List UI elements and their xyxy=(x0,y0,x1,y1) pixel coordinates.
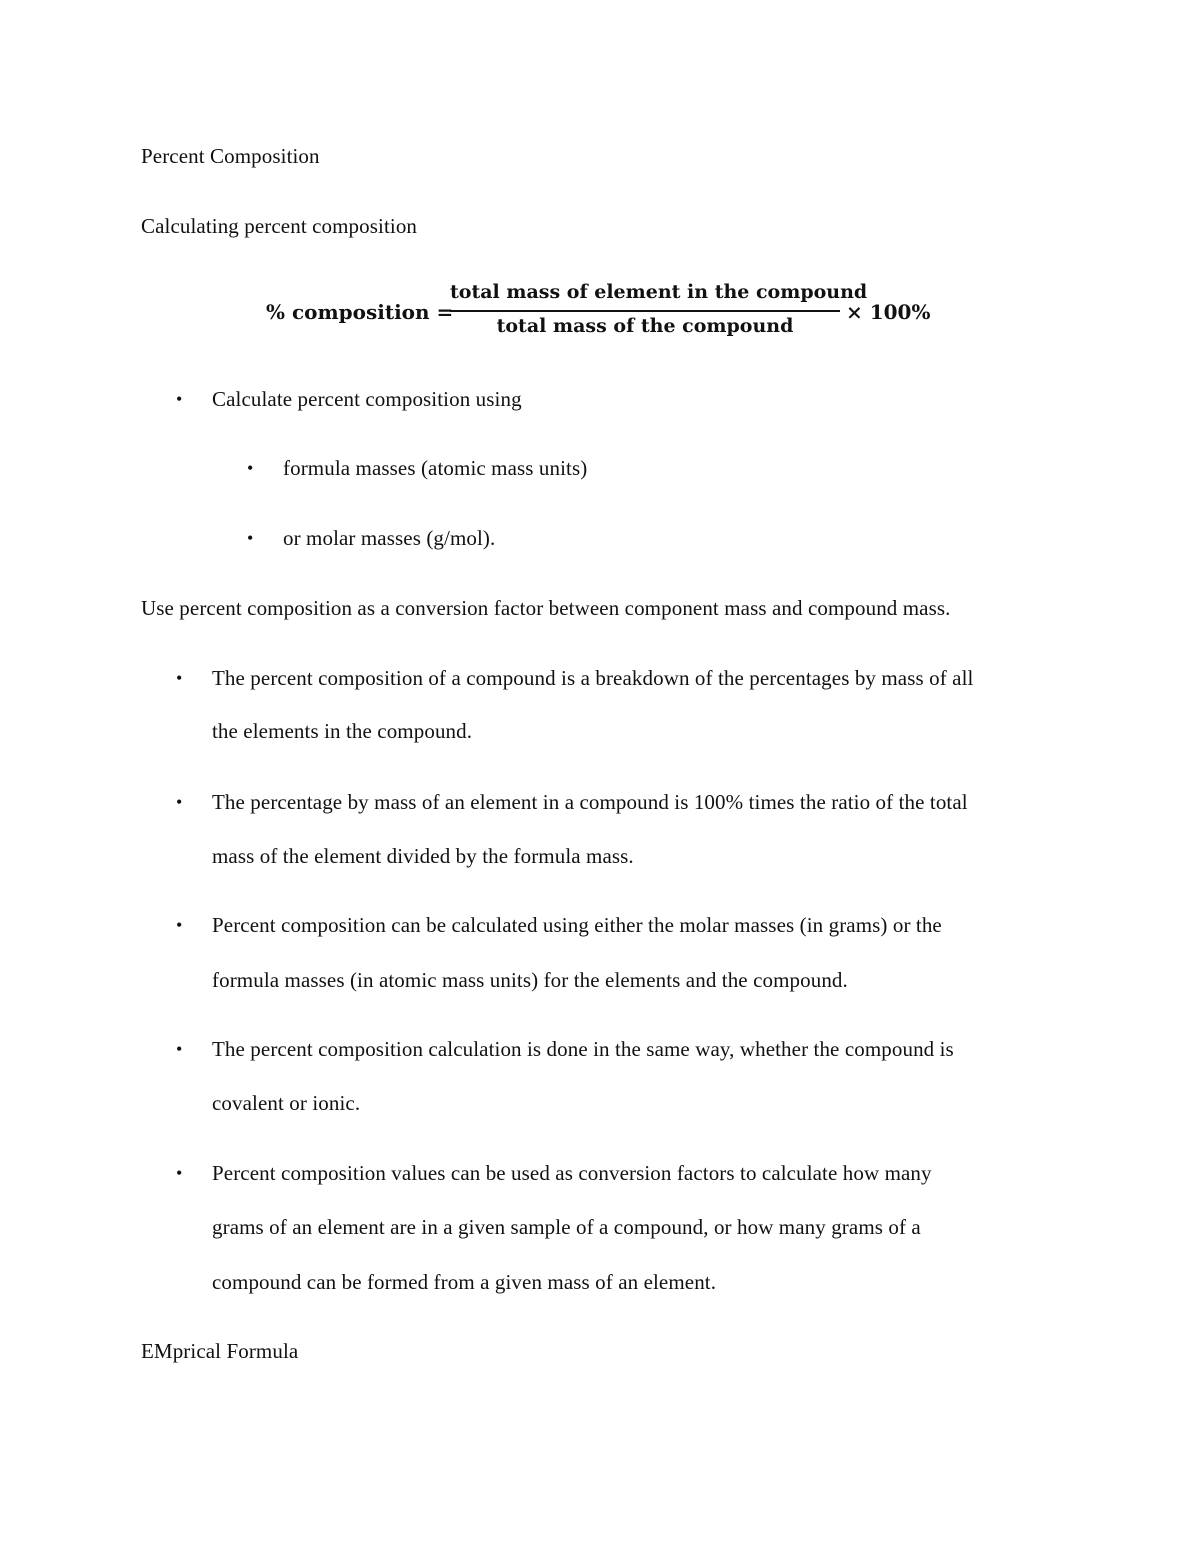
bullet-glyph: • xyxy=(176,668,183,688)
bullet-glyph: • xyxy=(247,458,254,478)
sub-list-item: or molar masses (g/mol). xyxy=(283,526,496,550)
list-item-line: The percent composition of a compound is a breakdown of the percentages by mass of all xyxy=(212,666,974,690)
bullet-glyph: • xyxy=(176,1039,183,1059)
percent-composition-formula xyxy=(266,278,946,348)
list-item-line: The percentage by mass of an element in a compound is 100% times the ratio of the total xyxy=(212,790,968,814)
list-item-line: formula masses (in atomic mass units) for the elements and the compound. xyxy=(212,968,848,992)
list-item-line: the elements in the compound. xyxy=(212,719,473,743)
section-subtitle: Calculating percent composition xyxy=(141,214,418,238)
formula-lhs: % composition = xyxy=(266,300,454,324)
section-heading: EMprical Formula xyxy=(141,1339,299,1363)
bullet-glyph: • xyxy=(176,1163,183,1183)
bullet-glyph: • xyxy=(176,792,183,812)
sub-list-item: formula masses (atomic mass units) xyxy=(283,456,588,480)
formula-fraction xyxy=(450,278,868,344)
formula-denominator: total mass of the compound xyxy=(496,315,794,337)
list-item-line: compound can be formed from a given mass of an element. xyxy=(212,1270,717,1294)
body-paragraph: Use percent composition as a conversion factor between component mass and compound mass. xyxy=(141,596,951,620)
document-title: Percent Composition xyxy=(141,144,320,168)
list-item-line: mass of the element divided by the formula mass. xyxy=(212,844,634,868)
bullet-glyph: • xyxy=(247,528,254,548)
list-item-line: The percent composition calculation is done in the same way, whether the compound is xyxy=(212,1037,954,1061)
list-item: Calculate percent composition using xyxy=(212,387,522,411)
bullet-glyph: • xyxy=(176,915,183,935)
list-item-line: covalent or ionic. xyxy=(212,1091,361,1115)
formula-numerator: total mass of element in the compound xyxy=(450,281,868,303)
formula-rhs: × 100% xyxy=(846,300,931,324)
list-item-line: Percent composition can be calculated using either the molar masses (in grams) or the xyxy=(212,913,942,937)
list-item-line: grams of an element are in a given sample of a compound, or how many grams of a xyxy=(212,1215,921,1239)
list-item-line: Percent composition values can be used as conversion factors to calculate how many xyxy=(212,1161,932,1185)
bullet-glyph: • xyxy=(176,389,183,409)
fraction-bar xyxy=(450,310,840,312)
